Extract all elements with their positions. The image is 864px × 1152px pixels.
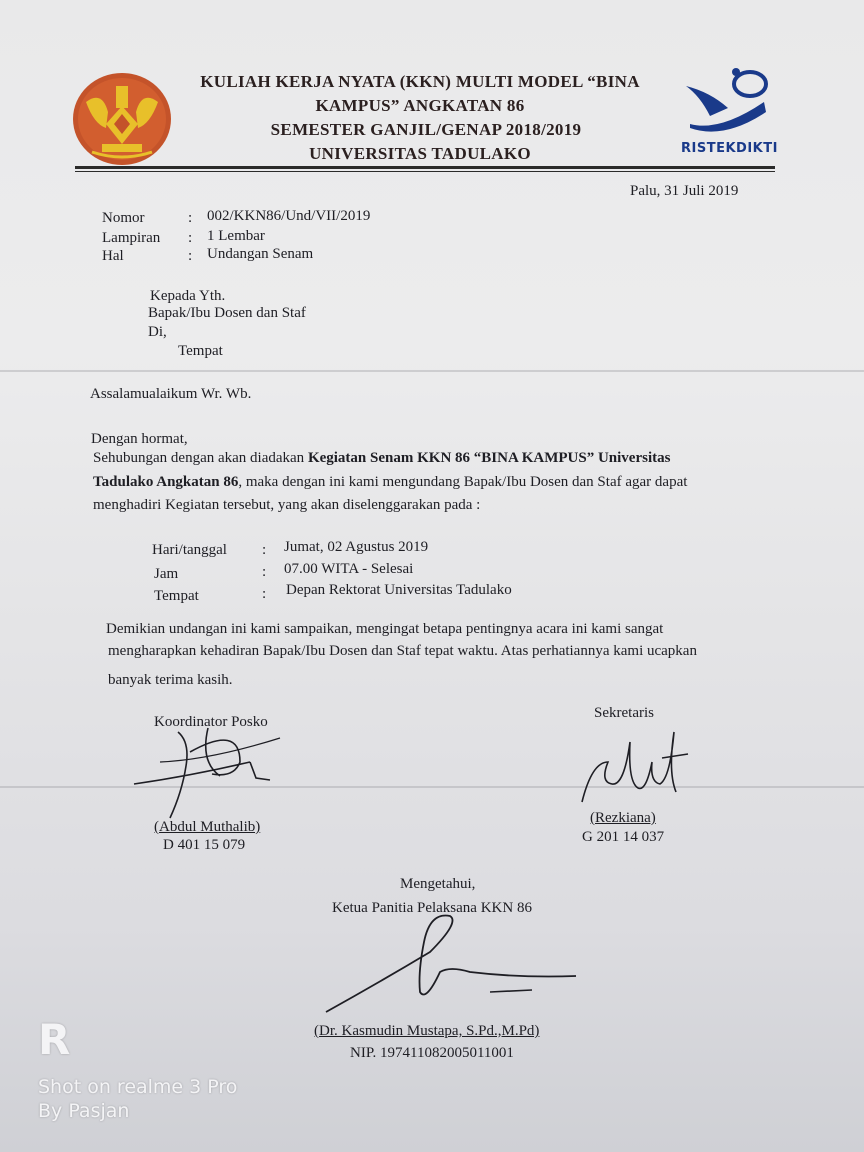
- meta-colon: :: [188, 210, 193, 226]
- left-signature: [130, 722, 290, 822]
- recipient-line-4: Tempat: [178, 343, 223, 359]
- event-label: Hari/tanggal: [152, 542, 227, 558]
- meta-label: Hal: [102, 248, 124, 264]
- paragraph-1-line-3: menghadiri Kegiatan tersebut, yang akan diselenggarakan pada :: [93, 497, 481, 513]
- university-logo: [72, 72, 172, 167]
- paragraph-1-line-1: [93, 447, 670, 469]
- right-signer-title: Sekretaris: [594, 705, 654, 721]
- ristekdikti-logo: [680, 62, 776, 142]
- meta-colon: :: [188, 248, 193, 264]
- right-signature: [578, 722, 698, 812]
- meta-value: Undangan Senam: [207, 246, 314, 262]
- event-colon: :: [262, 542, 267, 558]
- paper-fold: [0, 370, 864, 372]
- event-value: 07.00 WITA - Selesai: [284, 561, 414, 577]
- paragraph-1-text: Sehubungan dengan akan diadakan: [93, 450, 308, 466]
- greeting: Assalamualaikum Wr. Wb.: [90, 386, 252, 402]
- meta-label: Lampiran: [102, 230, 161, 246]
- event-colon: :: [262, 586, 267, 602]
- paragraph-2-line-3: banyak terima kasih.: [108, 672, 233, 688]
- right-signer-id: G 201 14 037: [582, 829, 665, 845]
- event-colon: :: [262, 564, 267, 580]
- salutation: Dengan hormat,: [91, 431, 188, 447]
- watermark-line-2: By Pasjan: [38, 1100, 130, 1122]
- left-signer-id: D 401 15 079: [163, 837, 246, 853]
- realme-logo-icon: R: [38, 1015, 71, 1064]
- meta-colon: :: [188, 230, 193, 246]
- header-rule-thin: [75, 171, 775, 172]
- header-rule-thick: [75, 166, 775, 169]
- header-line-4: UNIVERSITAS TADULAKO: [309, 144, 531, 163]
- recipient-line-2: Bapak/Ibu Dosen dan Staf: [148, 305, 306, 321]
- paragraph-1-text: , maka dengan ini kami mengundang Bapak/Ibu Dosen dan Staf agar dapat: [238, 474, 688, 490]
- event-value: Jumat, 02 Agustus 2019: [284, 539, 429, 555]
- header-line-2: KAMPUS” ANGKATAN 86: [315, 96, 525, 115]
- ristekdikti-text: RISTEKDIKTI: [681, 141, 778, 156]
- paragraph-2-line-2: mengharapkan kehadiran Bapak/Ibu Dosen dan Staf tepat waktu. Atas perhatiannya kami ucapkan: [108, 643, 697, 659]
- letter-date: Palu, 31 Juli 2019: [630, 183, 739, 199]
- bottom-signer-name: (Dr. Kasmudin Mustapa, S.Pd.,M.Pd): [314, 1023, 540, 1039]
- bottom-signer-title-1: Mengetahui,: [400, 876, 476, 892]
- bottom-signer-title-2: Ketua Panitia Pelaksana KKN 86: [332, 900, 532, 916]
- left-signer-title: Koordinator Posko: [154, 714, 268, 730]
- paragraph-1-bold: Kegiatan Senam KKN 86 “BINA KAMPUS” Universitas: [307, 450, 671, 466]
- paragraph-2-line-1: Demikian undangan ini kami sampaikan, mengingat betapa pentingnya acara ini kami sangat: [106, 621, 664, 637]
- event-label: Jam: [154, 566, 179, 582]
- meta-value: 1 Lembar: [207, 228, 265, 244]
- bottom-signature: [320, 912, 590, 1022]
- right-signer-name: (Rezkiana): [590, 810, 656, 826]
- paragraph-1-bold: Tadulako Angkatan 86: [93, 474, 239, 490]
- meta-value: 002/KKN86/Und/VII/2019: [207, 208, 371, 224]
- left-signer-name: (Abdul Muthalib): [154, 819, 261, 835]
- header-line-1: KULIAH KERJA NYATA (KKN) MULTI MODEL “BINA: [200, 72, 640, 91]
- event-label: Tempat: [154, 588, 199, 604]
- meta-label: Nomor: [102, 210, 145, 226]
- event-value: Depan Rektorat Universitas Tadulako: [286, 582, 512, 598]
- watermark-line-1: Shot on realme 3 Pro: [38, 1076, 238, 1098]
- bottom-signer-id: NIP. 197411082005011001: [350, 1045, 514, 1061]
- header-line-3: SEMESTER GANJIL/GENAP 2018/2019: [270, 120, 582, 139]
- recipient-line-3: Di,: [148, 324, 167, 340]
- paragraph-1-line-2: [93, 471, 687, 493]
- recipient-line-1: Kepada Yth.: [150, 288, 226, 304]
